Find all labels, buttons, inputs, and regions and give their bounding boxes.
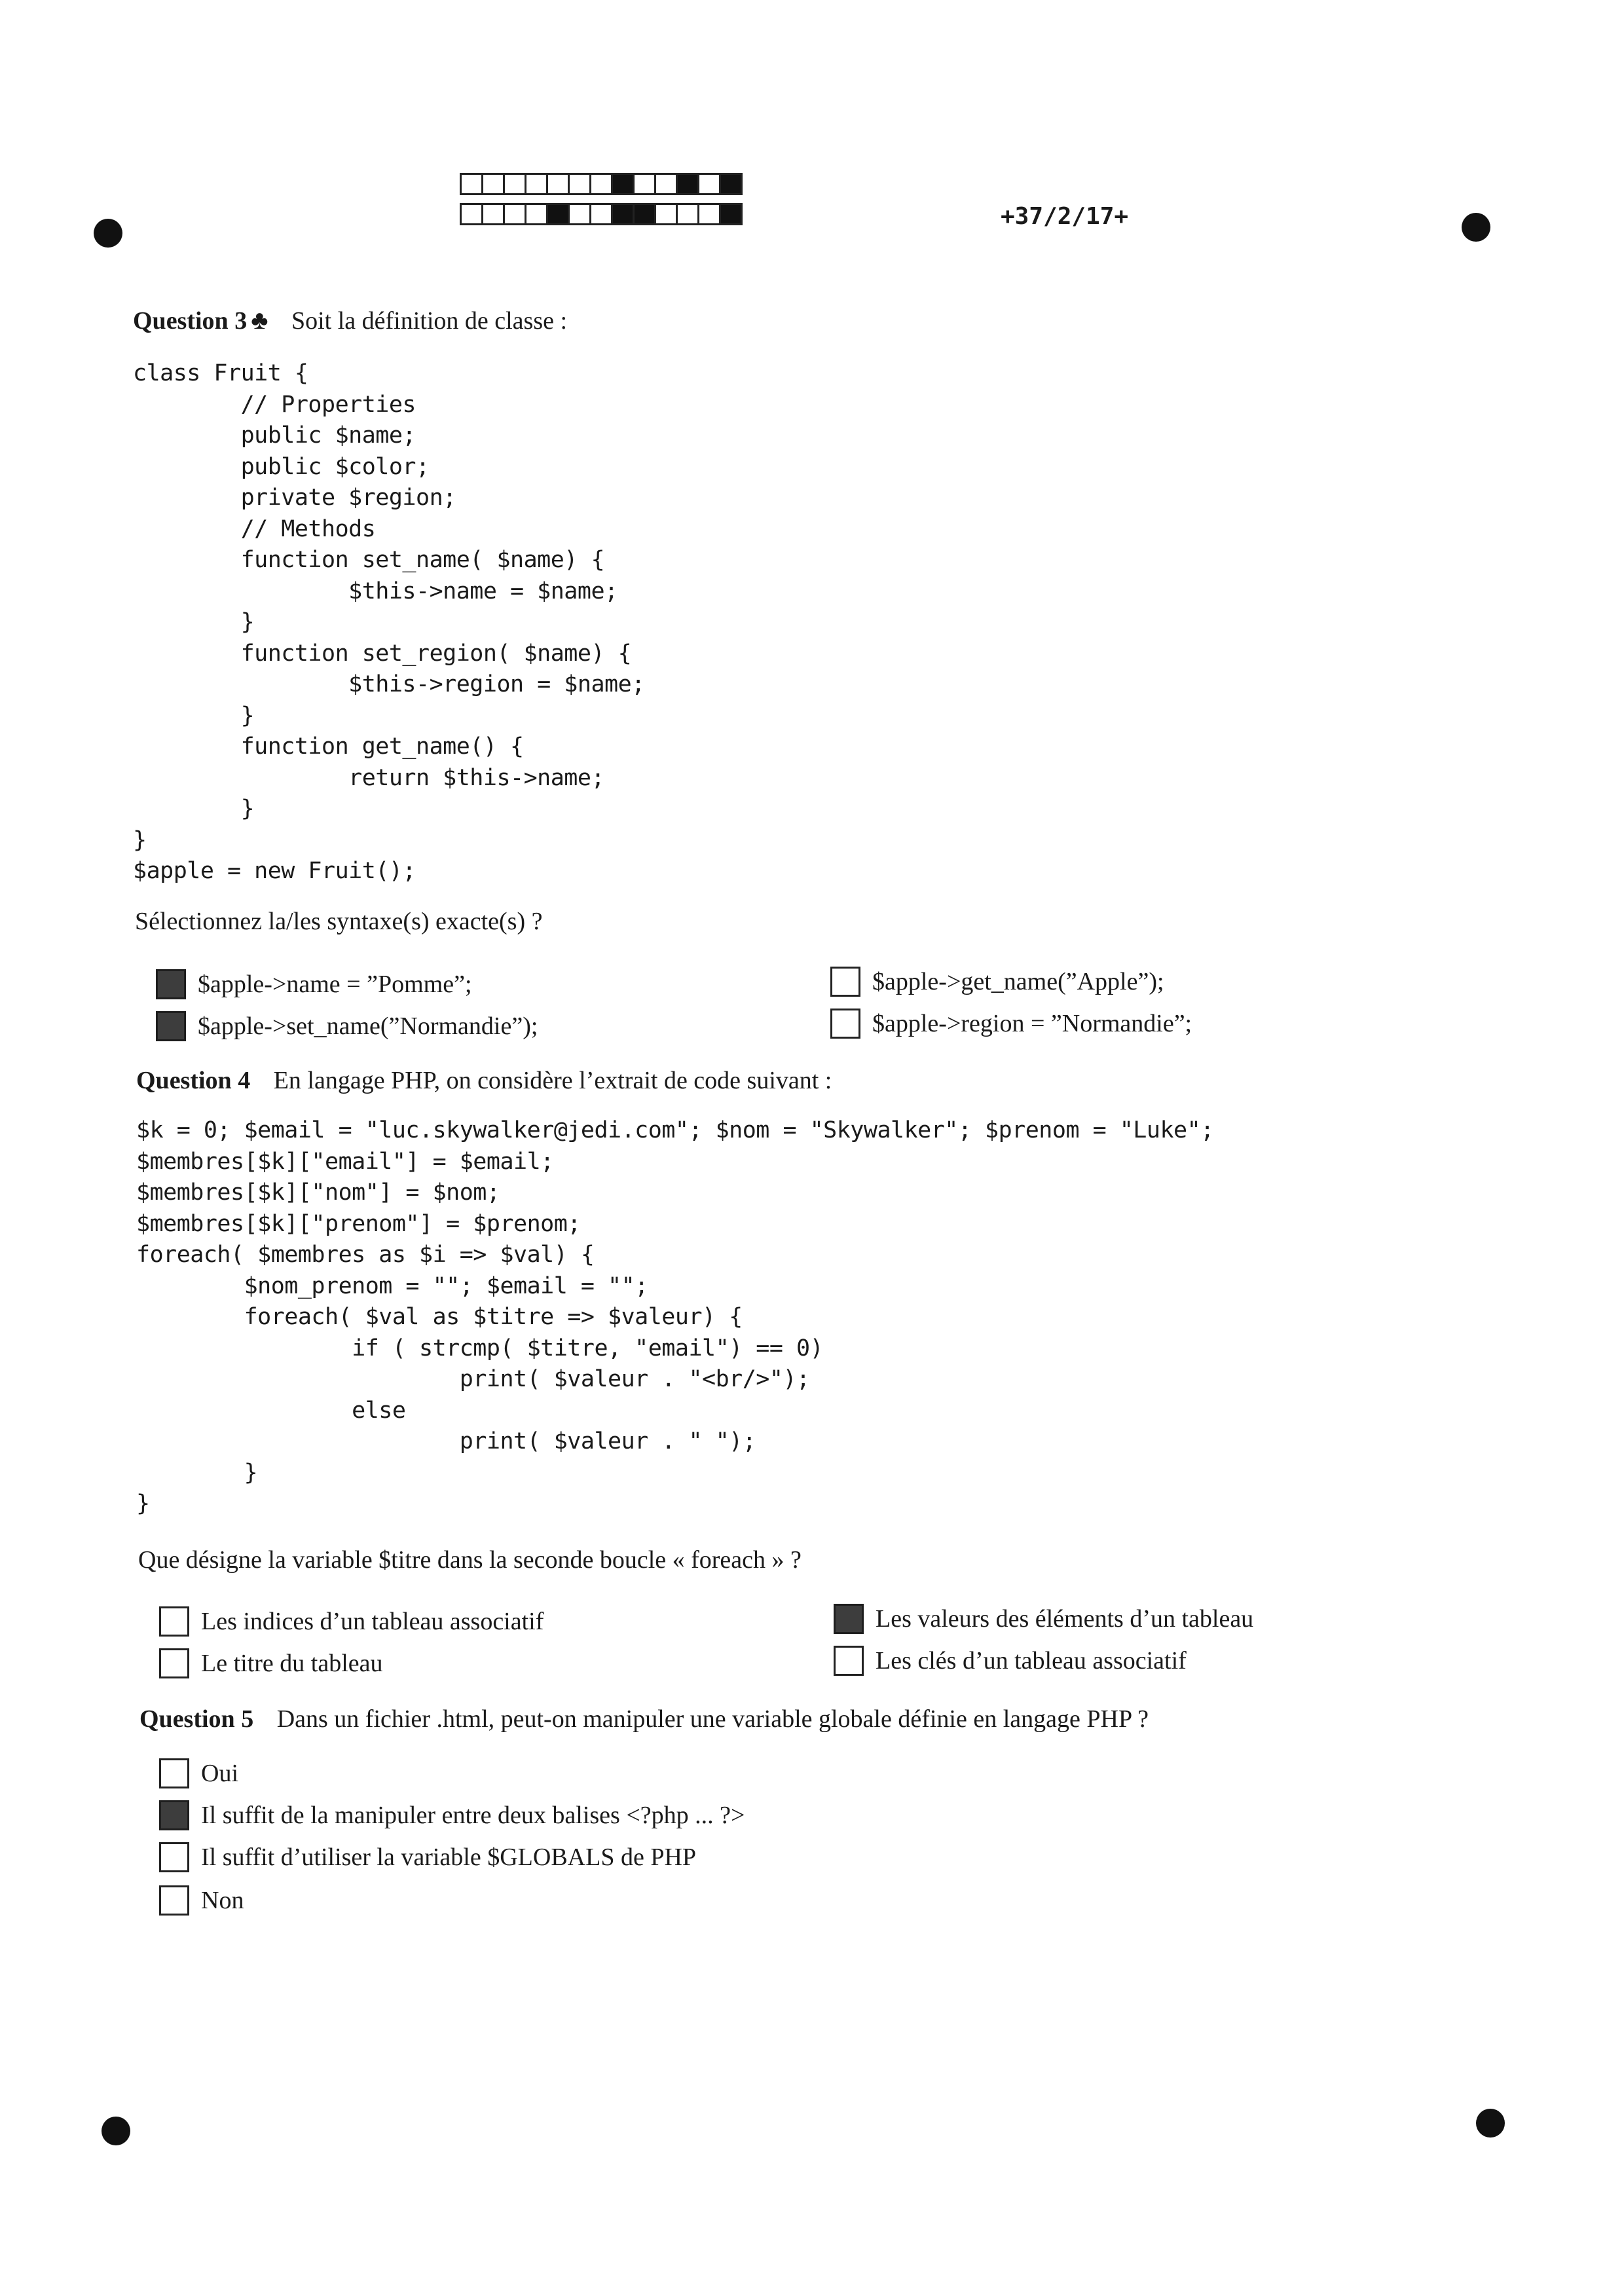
q4-option-4[interactable]	[834, 1646, 1187, 1676]
question-4-question: Que désigne la variable $titre dans la seconde boucle « foreach » ?	[138, 1546, 802, 1574]
checkbox[interactable]	[834, 1646, 864, 1676]
checkbox[interactable]	[159, 1648, 189, 1678]
option-label: Le titre du tableau	[201, 1650, 383, 1677]
option-label: Il suffit de la manipuler entre deux balises <?php ... ?>	[201, 1802, 745, 1829]
question-5-header	[139, 1705, 1149, 1733]
page-id: +37/2/17+	[1001, 203, 1129, 230]
checkbox[interactable]	[830, 1009, 860, 1039]
question-4-label: Question 4	[136, 1067, 251, 1094]
checkbox-checked[interactable]	[159, 1800, 189, 1830]
q3-option-3[interactable]	[830, 967, 1164, 997]
option-label: Les valeurs des éléments d’un tableau	[876, 1605, 1254, 1633]
question-3-code: class Fruit { // Properties public $name; public $color; private $region; // Methods function set_name( $name) { $this->name = $name; } function set_region( $name) { $this->region = $name; } function get_name() { return $this->name; } } $apple = new Fruit();	[133, 360, 645, 884]
question-3-prompt: Soit la définition de classe :	[291, 307, 568, 335]
q4-option-3[interactable]	[834, 1604, 1253, 1634]
checkbox[interactable]	[159, 1842, 189, 1872]
q4-option-1[interactable]	[159, 1606, 544, 1637]
question-4-prompt: En langage PHP, on considère l’extrait de code suivant :	[273, 1067, 832, 1094]
q5-option-1[interactable]	[159, 1758, 238, 1788]
q4-option-2[interactable]	[159, 1648, 383, 1678]
option-label: $apple->name = ”Pomme”;	[198, 971, 472, 998]
registration-mark-bottom-right	[1476, 2109, 1505, 2138]
q5-option-2[interactable]	[159, 1800, 745, 1830]
option-label: Oui	[201, 1760, 238, 1787]
club-icon: ♣	[251, 305, 268, 335]
question-5-prompt: Dans un fichier .html, peut-on manipuler une variable globale définie en langage PHP ?	[276, 1705, 1149, 1733]
question-3-question: Sélectionnez la/les syntaxe(s) exacte(s) ?	[135, 908, 543, 935]
q3-option-1[interactable]	[156, 969, 472, 999]
question-5-label: Question 5	[139, 1705, 254, 1733]
registration-mark-top-left	[94, 219, 122, 248]
option-label: $apple->set_name(”Normandie”);	[198, 1012, 538, 1040]
registration-mark-bottom-left	[101, 2117, 130, 2145]
option-label: Il suffit d’utiliser la variable $GLOBALS de PHP	[201, 1843, 697, 1871]
q5-option-4[interactable]	[159, 1885, 244, 1916]
checkbox[interactable]	[830, 967, 860, 997]
question-3-label: Question 3 ♣	[133, 305, 268, 335]
q3-option-4[interactable]	[830, 1009, 1192, 1039]
option-label: $apple->get_name(”Apple”);	[872, 968, 1164, 995]
option-label: $apple->region = ”Normandie”;	[872, 1010, 1192, 1037]
question-4-header	[136, 1066, 832, 1095]
checkbox[interactable]	[159, 1606, 189, 1637]
checkbox[interactable]	[159, 1758, 189, 1788]
checkbox-checked[interactable]	[156, 1011, 186, 1041]
registration-mark-top-right	[1462, 213, 1490, 242]
question-4-code: $k = 0; $email = "luc.skywalker@jedi.com"; $nom = "Skywalker"; $prenom = "Luke"; $membres[$k]["email"] = $email; $membres[$k]["nom"] = $nom; $membres[$k]["prenom"] = $prenom; foreach( $membres as $i => $val) { $nom_prenom = ""; $email = ""; foreach( $val as $titre => $valeur) { if ( strcmp( $titre, "email") == 0) print( $valeur . "<br/>"); else print( $valeur . " "); } }	[136, 1117, 1214, 1517]
id-barcode-row-1	[462, 173, 743, 195]
question-3-header	[133, 305, 567, 335]
checkbox[interactable]	[159, 1885, 189, 1916]
checkbox-checked[interactable]	[834, 1604, 864, 1634]
q3-option-2[interactable]	[156, 1011, 538, 1041]
id-barcode-row-2	[462, 203, 743, 225]
checkbox-checked[interactable]	[156, 969, 186, 999]
option-label: Les indices d’un tableau associatif	[201, 1608, 544, 1635]
q5-option-3[interactable]	[159, 1842, 696, 1872]
option-label: Non	[201, 1887, 244, 1914]
option-label: Les clés d’un tableau associatif	[876, 1647, 1187, 1675]
